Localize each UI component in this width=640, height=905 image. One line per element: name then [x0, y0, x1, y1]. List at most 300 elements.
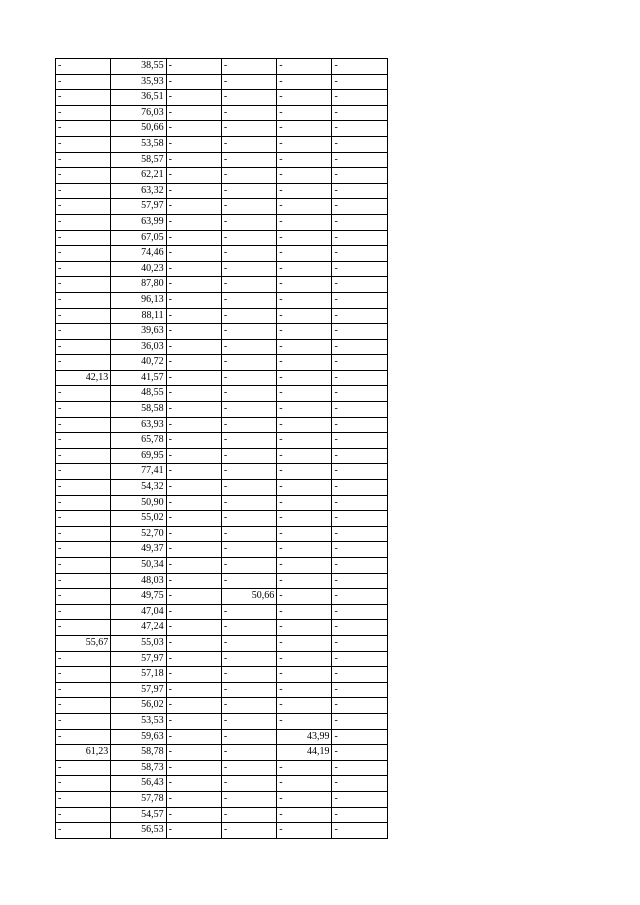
table-cell: - [277, 495, 332, 511]
table-row [56, 214, 388, 230]
table-cell: - [221, 214, 276, 230]
table-cell: - [332, 90, 387, 106]
table-cell: - [166, 230, 221, 246]
table-cell: - [221, 402, 276, 418]
table-cell: - [56, 682, 111, 698]
table-cell: - [166, 651, 221, 667]
table-cell: - [221, 823, 276, 839]
table-row [56, 261, 388, 277]
table-cell: - [56, 386, 111, 402]
table-cell: - [166, 59, 221, 75]
table-cell: - [332, 121, 387, 137]
table-row [56, 199, 388, 215]
table-cell: - [56, 292, 111, 308]
table-cell: - [277, 760, 332, 776]
table-cell: - [221, 573, 276, 589]
table-cell: - [166, 199, 221, 215]
table-cell: 47,24 [111, 620, 166, 636]
table-row [56, 339, 388, 355]
table-cell: 40,23 [111, 261, 166, 277]
table-cell: - [56, 214, 111, 230]
table-cell: - [332, 74, 387, 90]
table-cell: 47,04 [111, 604, 166, 620]
table-cell: 56,02 [111, 698, 166, 714]
table-cell: - [277, 464, 332, 480]
table-cell: - [56, 760, 111, 776]
table-cell: - [277, 604, 332, 620]
table-cell: - [332, 526, 387, 542]
table-cell: - [221, 277, 276, 293]
table-cell: - [332, 620, 387, 636]
table-cell: 39,63 [111, 324, 166, 340]
table-cell: - [277, 386, 332, 402]
table-cell: - [277, 791, 332, 807]
table-cell: - [277, 776, 332, 792]
table-row [56, 823, 388, 839]
table-row [56, 136, 388, 152]
table-row [56, 713, 388, 729]
table-row [56, 667, 388, 683]
table-cell: 57,97 [111, 199, 166, 215]
table-cell: - [56, 168, 111, 184]
table-cell: 56,53 [111, 823, 166, 839]
table-row [56, 791, 388, 807]
table-cell: - [332, 558, 387, 574]
table-cell: - [221, 698, 276, 714]
table-row [56, 589, 388, 605]
table-row [56, 152, 388, 168]
table-cell: - [56, 121, 111, 137]
table-cell: - [56, 324, 111, 340]
table-cell: - [56, 604, 111, 620]
table-cell: - [332, 261, 387, 277]
table-cell: - [277, 511, 332, 527]
table-cell: - [221, 324, 276, 340]
table-cell: 96,13 [111, 292, 166, 308]
table-cell: - [277, 417, 332, 433]
table-cell: 55,02 [111, 511, 166, 527]
table-cell: - [56, 542, 111, 558]
table-cell: - [56, 230, 111, 246]
table-cell: - [332, 823, 387, 839]
table-cell: - [332, 745, 387, 761]
table-cell: - [332, 542, 387, 558]
table-row [56, 417, 388, 433]
table-cell: - [277, 635, 332, 651]
table-cell: 67,05 [111, 230, 166, 246]
table-cell: 58,57 [111, 152, 166, 168]
table-row [56, 464, 388, 480]
table-cell: - [56, 495, 111, 511]
table-cell: - [221, 480, 276, 496]
table-cell: - [277, 807, 332, 823]
table-cell: - [221, 682, 276, 698]
table-cell: - [221, 246, 276, 262]
table-cell: 57,97 [111, 651, 166, 667]
table-cell: 53,53 [111, 713, 166, 729]
table-cell: - [277, 246, 332, 262]
table-cell: - [332, 760, 387, 776]
table-cell: - [166, 402, 221, 418]
table-cell: - [277, 698, 332, 714]
table-cell: - [56, 433, 111, 449]
table-cell: 40,72 [111, 355, 166, 371]
table-cell: - [332, 464, 387, 480]
table-cell: - [277, 823, 332, 839]
table-cell: 57,97 [111, 682, 166, 698]
table-cell: - [277, 542, 332, 558]
table-cell: - [277, 402, 332, 418]
table-cell: - [221, 651, 276, 667]
table-row [56, 480, 388, 496]
table-cell: - [166, 136, 221, 152]
table-cell: - [221, 308, 276, 324]
table-cell: - [277, 214, 332, 230]
table-cell: - [56, 261, 111, 277]
table-row [56, 729, 388, 745]
table-cell: - [166, 713, 221, 729]
table-cell: 53,58 [111, 136, 166, 152]
table-cell: - [221, 105, 276, 121]
table-cell: - [166, 558, 221, 574]
table-row [56, 776, 388, 792]
table-cell: - [166, 214, 221, 230]
table-cell: - [221, 355, 276, 371]
table-row [56, 760, 388, 776]
table-cell: - [166, 183, 221, 199]
table-cell: - [332, 59, 387, 75]
table-cell: - [166, 152, 221, 168]
table-cell: - [221, 152, 276, 168]
table-cell: - [332, 417, 387, 433]
table-cell: - [166, 324, 221, 340]
table-cell: 36,51 [111, 90, 166, 106]
table-cell: - [332, 230, 387, 246]
table-cell: - [166, 667, 221, 683]
table-cell: 43,99 [277, 729, 332, 745]
table-cell: 50,66 [111, 121, 166, 137]
table-cell: - [56, 620, 111, 636]
table-cell: - [332, 168, 387, 184]
table-cell: - [332, 324, 387, 340]
table-cell: 52,70 [111, 526, 166, 542]
table-cell: - [56, 573, 111, 589]
table-cell: - [332, 604, 387, 620]
table-cell: - [221, 121, 276, 137]
table-cell: - [166, 90, 221, 106]
table-cell: 38,55 [111, 59, 166, 75]
table-row [56, 355, 388, 371]
table-cell: - [166, 729, 221, 745]
table-cell: - [166, 495, 221, 511]
table-row [56, 620, 388, 636]
table-cell: - [221, 495, 276, 511]
table-cell: 48,55 [111, 386, 166, 402]
table-cell: - [166, 745, 221, 761]
table-cell: - [56, 59, 111, 75]
table-cell: - [332, 386, 387, 402]
table-row [56, 526, 388, 542]
table-cell: - [56, 355, 111, 371]
table-cell: - [332, 791, 387, 807]
table-cell: 49,37 [111, 542, 166, 558]
table-cell: - [332, 402, 387, 418]
table-cell: - [166, 589, 221, 605]
table-cell: - [56, 277, 111, 293]
table-cell: - [332, 682, 387, 698]
table-cell: - [332, 589, 387, 605]
table-cell: - [221, 74, 276, 90]
table-cell: - [277, 339, 332, 355]
table-cell: - [221, 760, 276, 776]
table-cell: - [166, 776, 221, 792]
table-cell: - [332, 433, 387, 449]
table-row [56, 433, 388, 449]
table-cell: - [166, 635, 221, 651]
table-cell: - [277, 526, 332, 542]
table-cell: - [166, 74, 221, 90]
table-cell: - [277, 558, 332, 574]
table-cell: - [221, 620, 276, 636]
table-cell: - [166, 526, 221, 542]
table-cell: 65,78 [111, 433, 166, 449]
table-cell: - [221, 635, 276, 651]
table-cell: 59,63 [111, 729, 166, 745]
table-row [56, 308, 388, 324]
table-cell: - [221, 776, 276, 792]
table-cell: - [332, 370, 387, 386]
table-cell: - [166, 573, 221, 589]
table-cell: - [221, 261, 276, 277]
table-row [56, 511, 388, 527]
table-cell: - [221, 183, 276, 199]
table-cell: - [332, 667, 387, 683]
table-cell: 55,67 [56, 635, 111, 651]
table-cell: - [332, 105, 387, 121]
table-cell: 76,03 [111, 105, 166, 121]
table-cell: - [56, 136, 111, 152]
table-cell: - [277, 682, 332, 698]
table-cell: - [166, 620, 221, 636]
table-cell: - [221, 292, 276, 308]
table-row [56, 168, 388, 184]
table-cell: - [56, 807, 111, 823]
table-cell: - [166, 339, 221, 355]
table-row [56, 635, 388, 651]
table-cell: - [166, 105, 221, 121]
table-cell: - [277, 199, 332, 215]
table-row [56, 745, 388, 761]
table-cell: - [332, 651, 387, 667]
table-cell: - [277, 480, 332, 496]
table-cell: - [332, 308, 387, 324]
table-cell: - [166, 760, 221, 776]
table-cell: - [277, 90, 332, 106]
table-cell: - [56, 339, 111, 355]
table-cell: 54,57 [111, 807, 166, 823]
table-cell: - [277, 105, 332, 121]
table-row [56, 277, 388, 293]
table-cell: - [332, 480, 387, 496]
table-cell: - [332, 214, 387, 230]
table-cell: - [56, 480, 111, 496]
table-cell: 36,03 [111, 339, 166, 355]
table-cell: - [277, 121, 332, 137]
table-cell: - [277, 277, 332, 293]
table-cell: - [166, 355, 221, 371]
table-cell: - [277, 651, 332, 667]
table-cell: - [221, 558, 276, 574]
table-cell: - [221, 386, 276, 402]
table-cell: - [166, 292, 221, 308]
table-cell: - [332, 698, 387, 714]
table-cell: - [166, 791, 221, 807]
table-cell: - [56, 526, 111, 542]
table-cell: - [166, 261, 221, 277]
table-cell: - [332, 776, 387, 792]
table-cell: - [332, 573, 387, 589]
table-cell: - [56, 589, 111, 605]
table-cell: - [277, 573, 332, 589]
table-row [56, 292, 388, 308]
table-cell: - [166, 464, 221, 480]
table-cell: - [56, 105, 111, 121]
table-cell: - [166, 370, 221, 386]
table-row [56, 604, 388, 620]
table-cell: - [221, 199, 276, 215]
table-row [56, 448, 388, 464]
table-cell: - [221, 448, 276, 464]
table-cell: - [277, 230, 332, 246]
table-row [56, 807, 388, 823]
table-cell: - [56, 199, 111, 215]
table-cell: - [277, 59, 332, 75]
table-cell: - [277, 74, 332, 90]
table-cell: - [221, 417, 276, 433]
table-cell: - [166, 807, 221, 823]
table-cell: - [332, 635, 387, 651]
table-cell: 41,57 [111, 370, 166, 386]
table-cell: - [332, 729, 387, 745]
table-cell: - [221, 604, 276, 620]
table-cell: - [56, 448, 111, 464]
table-cell: - [277, 448, 332, 464]
table-cell: - [166, 604, 221, 620]
table-cell: - [166, 823, 221, 839]
table-cell: - [332, 339, 387, 355]
table-cell: - [221, 526, 276, 542]
table-cell: - [332, 495, 387, 511]
table-cell: - [221, 464, 276, 480]
table-cell: - [56, 308, 111, 324]
table-row [56, 402, 388, 418]
table-cell: - [166, 246, 221, 262]
table-cell: - [277, 183, 332, 199]
table-cell: - [277, 355, 332, 371]
table-cell: 61,23 [56, 745, 111, 761]
table-cell: - [332, 355, 387, 371]
table-cell: - [221, 729, 276, 745]
table-cell: - [56, 90, 111, 106]
table-cell: 57,18 [111, 667, 166, 683]
table-cell: - [332, 199, 387, 215]
table-cell: - [332, 713, 387, 729]
table-cell: - [221, 667, 276, 683]
table-row [56, 495, 388, 511]
table-cell: - [56, 152, 111, 168]
table-cell: - [221, 511, 276, 527]
table-cell: - [221, 90, 276, 106]
table-cell: - [56, 183, 111, 199]
table-cell: - [221, 745, 276, 761]
table-cell: 58,73 [111, 760, 166, 776]
table-cell: - [166, 542, 221, 558]
table-cell: - [56, 776, 111, 792]
table-cell: 50,34 [111, 558, 166, 574]
table-cell: - [56, 713, 111, 729]
table-cell: 63,93 [111, 417, 166, 433]
table-row [56, 682, 388, 698]
table-cell: - [166, 698, 221, 714]
table-cell: - [56, 823, 111, 839]
table-cell: - [166, 168, 221, 184]
data-table [55, 58, 388, 839]
table-cell: - [277, 292, 332, 308]
table-cell: - [277, 261, 332, 277]
table-cell: - [277, 136, 332, 152]
table-cell: - [332, 292, 387, 308]
table-row [56, 230, 388, 246]
table-cell: - [221, 230, 276, 246]
table-cell: - [221, 339, 276, 355]
table-cell: - [332, 136, 387, 152]
table-row [56, 698, 388, 714]
table-cell: 35,93 [111, 74, 166, 90]
table-cell: - [166, 277, 221, 293]
table-cell: 58,58 [111, 402, 166, 418]
table-cell: - [277, 152, 332, 168]
table-cell: - [166, 386, 221, 402]
table-cell: - [56, 74, 111, 90]
table-cell: - [332, 807, 387, 823]
table-cell: - [332, 277, 387, 293]
table-cell: - [277, 370, 332, 386]
table-cell: - [56, 511, 111, 527]
table-cell: - [56, 246, 111, 262]
table-cell: - [221, 59, 276, 75]
table-cell: - [221, 542, 276, 558]
table-cell: - [332, 448, 387, 464]
table-cell: - [56, 464, 111, 480]
table-cell: 48,03 [111, 573, 166, 589]
table-row [56, 324, 388, 340]
table-cell: - [221, 713, 276, 729]
table-cell: - [221, 370, 276, 386]
table-cell: - [277, 667, 332, 683]
table-cell: - [277, 713, 332, 729]
table-cell: - [277, 589, 332, 605]
table-cell: - [221, 168, 276, 184]
table-cell: 44,19 [277, 745, 332, 761]
table-cell: - [277, 168, 332, 184]
table-cell: - [277, 433, 332, 449]
table-cell: 74,46 [111, 246, 166, 262]
table-cell: 62,21 [111, 168, 166, 184]
table-cell: - [277, 308, 332, 324]
table-cell: 63,99 [111, 214, 166, 230]
table-row [56, 558, 388, 574]
table-cell: - [56, 402, 111, 418]
